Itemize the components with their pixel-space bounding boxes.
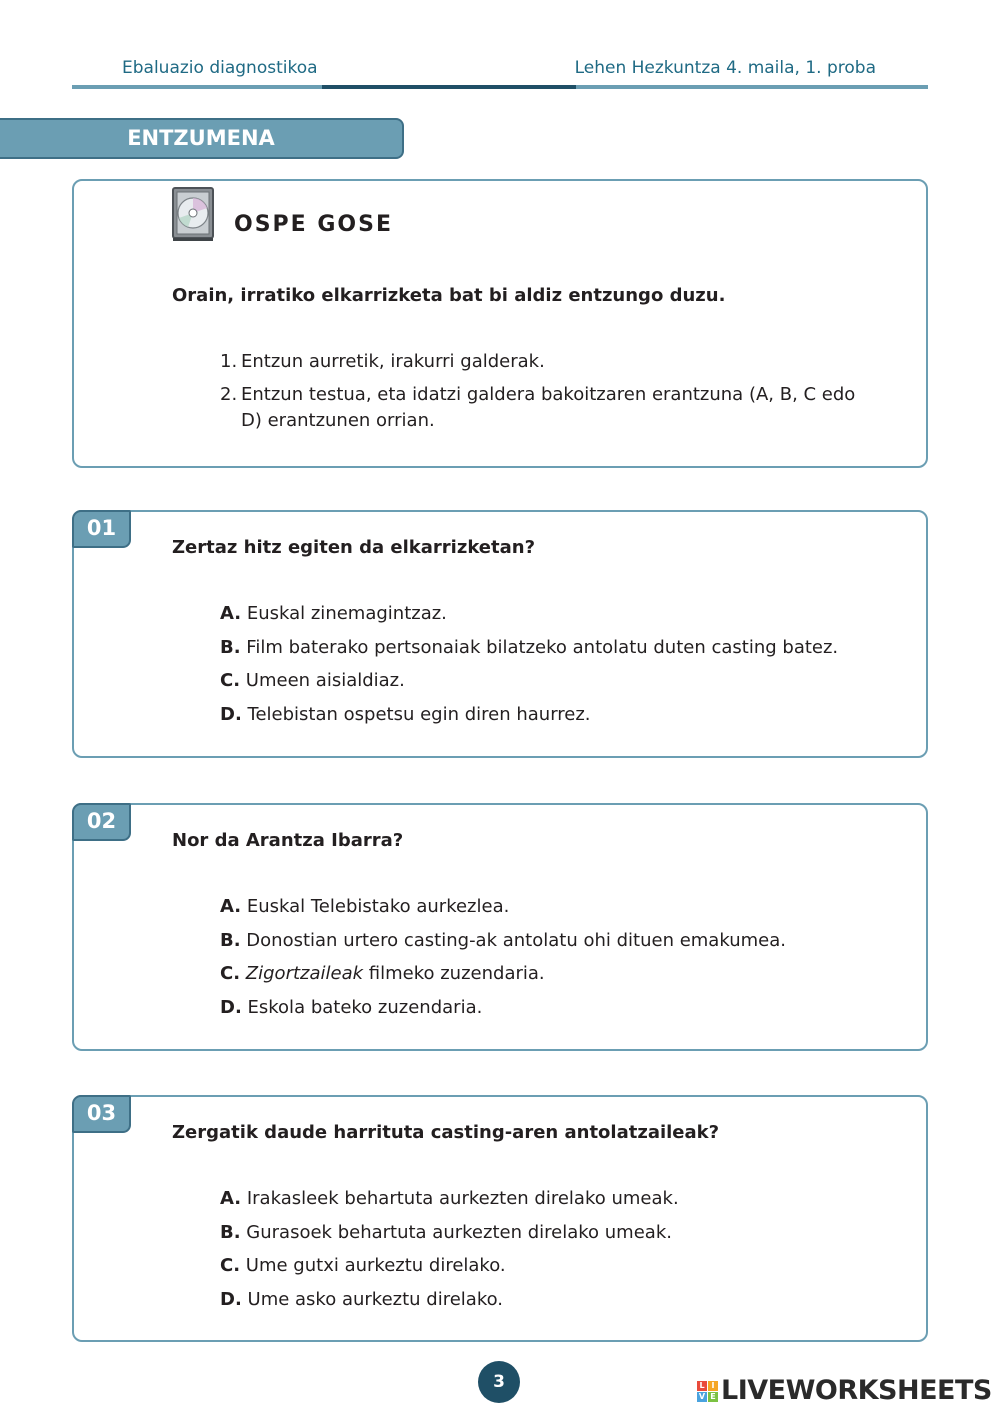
intro-step [220, 349, 880, 375]
badge-letter: L [697, 1381, 707, 1391]
question-box-01 [72, 510, 928, 758]
option-text: Ume gutxi aurkeztu direlako. [245, 1255, 506, 1276]
intro-box [72, 179, 928, 468]
intro-lead: Orain, irratiko elkarrizketa bat bi aldiz entzungo duzu. [172, 285, 726, 306]
badge-letter: V [698, 1392, 706, 1401]
option-text: filmeko zuzendaria. [363, 963, 545, 984]
question-text: Zergatik daude harrituta casting-aren antolatzaileak? [172, 1122, 720, 1143]
page-header [72, 58, 928, 92]
badge-letter: E [708, 1392, 718, 1402]
intro-step [220, 382, 880, 434]
intro-step-text: Entzun testua, eta idatzi galdera bakoitzaren erantzuna (A, B, C edo D) erantzunen orrian. [241, 384, 856, 431]
answer-option-c[interactable] [220, 667, 838, 701]
badge-letter: I [708, 1381, 718, 1391]
page-number: 3 [478, 1361, 520, 1403]
answer-option-a[interactable] [220, 600, 838, 634]
option-text: Euskal Telebistako aurkezlea. [246, 896, 510, 917]
answer-option-d[interactable] [220, 701, 838, 735]
question-text: Zertaz hitz egiten da elkarrizketan? [172, 537, 536, 558]
option-letter: A. [220, 896, 242, 917]
question-box-02 [72, 803, 928, 1051]
cd-case-icon [170, 186, 216, 242]
answer-option-b[interactable] [220, 1219, 679, 1253]
answer-options [220, 1185, 679, 1319]
answer-option-b[interactable] [220, 634, 838, 668]
answer-options [220, 893, 786, 1027]
option-letter: D. [220, 1288, 242, 1310]
intro-steps [220, 349, 880, 441]
option-text: Gurasoek behartuta aurkezten direlako umeak. [246, 1221, 672, 1243]
header-rule-accent [322, 85, 576, 89]
option-letter: A. [220, 1188, 242, 1209]
option-letter: C. [220, 963, 241, 984]
option-text: Donostian urtero casting-ak antolatu ohi dituen emakumea. [246, 929, 786, 951]
option-text: Euskal zinemagintzaz. [246, 603, 447, 624]
option-letter: B. [220, 929, 241, 951]
option-letter: C. [220, 670, 241, 691]
option-letter: D. [220, 703, 242, 725]
answer-options [220, 600, 838, 734]
option-letter: B. [220, 1221, 241, 1243]
answer-option-b[interactable] [220, 927, 786, 961]
answer-option-a[interactable] [220, 893, 786, 927]
option-text: Eskola bateko zuzendaria. [247, 996, 483, 1018]
brand-wordmark: LIVEWORKSHEETS [721, 1375, 992, 1406]
answer-option-c[interactable] [220, 960, 786, 994]
question-number: 01 [72, 510, 131, 548]
option-letter: B. [220, 636, 241, 658]
option-letter: C. [220, 1255, 241, 1276]
section-title: ENTZUMENA [0, 118, 404, 159]
option-text: Umeen aisialdiaz. [245, 670, 405, 691]
live-badge-icon [697, 1381, 719, 1403]
intro-step-number: 1. [220, 351, 238, 372]
option-italic-title: Zigortzaileak [245, 963, 364, 984]
option-text: Irakasleek behartuta aurkezten direlako umeak. [246, 1188, 679, 1209]
header-left-text: Ebaluazio diagnostikoa [122, 58, 318, 78]
header-right-text: Lehen Hezkuntza 4. maila, 1. proba [574, 58, 876, 78]
option-text: Telebistan ospetsu egin diren haurrez. [247, 703, 591, 725]
intro-step-text: Entzun aurretik, irakurri galderak. [241, 351, 545, 372]
intro-step-number: 2. [220, 384, 238, 405]
question-number: 03 [72, 1095, 131, 1133]
option-letter: D. [220, 996, 242, 1018]
question-box-03 [72, 1095, 928, 1342]
answer-option-a[interactable] [220, 1185, 679, 1219]
question-text: Nor da Arantza Ibarra? [172, 830, 404, 851]
answer-option-d[interactable] [220, 994, 786, 1028]
option-letter: A. [220, 603, 242, 624]
option-text: Film baterako pertsonaiak bilatzeko antolatu duten casting batez. [246, 636, 839, 658]
intro-title: OSPE GOSE [234, 212, 393, 237]
answer-option-d[interactable] [220, 1286, 679, 1320]
option-text: Ume asko aurkeztu direlako. [247, 1288, 504, 1310]
answer-option-c[interactable] [220, 1252, 679, 1286]
question-number: 02 [72, 803, 131, 841]
